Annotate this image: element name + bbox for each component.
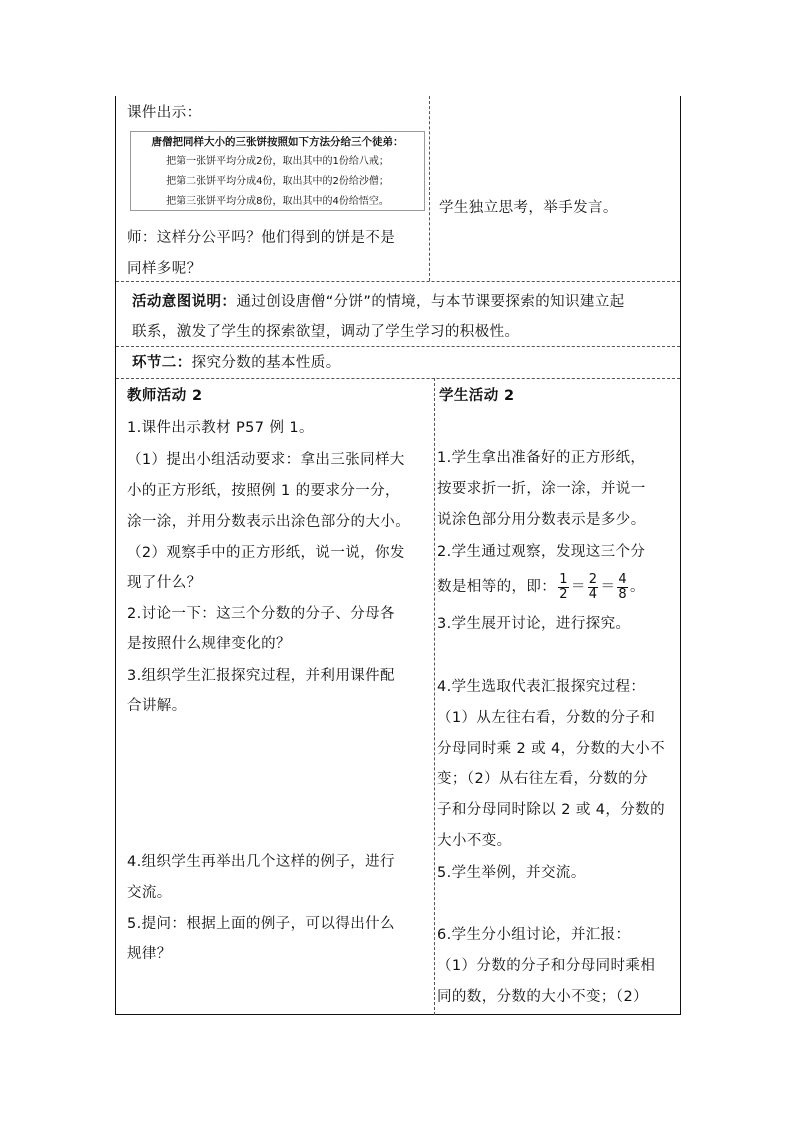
stage-label: 环节二： <box>132 355 192 371</box>
student-line: 2.学生通过观察，发现这三个分 <box>437 544 646 560</box>
equal-fractions-line <box>437 572 645 603</box>
teacher-line: （2）观察手中的正方形纸，说一说，你发 <box>127 545 405 561</box>
student-line: （1）分数的分子和分母同时乘相 <box>437 958 656 974</box>
student-line: 同的数，分数的大小不变；（2） <box>437 989 648 1005</box>
fraction-numerator: 4 <box>618 571 628 587</box>
teacher-line: 4.组织学生再举出几个这样的例子，进行 <box>127 854 395 870</box>
teacher-line: 是按照什么规律变化的？ <box>127 636 291 652</box>
teacher-line: 现了什么？ <box>127 575 202 591</box>
teacher-line: 1.课件出示教材 P57 例 1。 <box>127 420 314 436</box>
story-line: 把第三张饼平均分成8份，取出其中的4份给悟空。 <box>166 196 389 207</box>
student-line: 5.学生举例，并交流。 <box>437 865 586 881</box>
teacher-activity-heading: 教师活动 2 <box>127 388 203 404</box>
teacher-line: 3.组织学生汇报探究过程，并利用课件配 <box>127 668 395 684</box>
fraction-denominator: 4 <box>588 586 598 602</box>
student-line: 说涂色部分用分数表示是多少。 <box>437 512 646 528</box>
story-line: 把第一张饼平均分成2份，取出其中的1份给八戒； <box>166 156 389 167</box>
student-line: 6.学生分小组讨论，并汇报： <box>437 927 631 943</box>
fraction-numerator: 2 <box>588 571 598 587</box>
teacher-line: 5.提问：根据上面的例子，可以得出什么 <box>127 916 395 932</box>
end-mark: 。 <box>630 579 645 595</box>
student-line: 按要求折一折，涂一涂，并说一 <box>437 481 646 497</box>
teacher-line: 小的正方形纸，按照例 1 的要求分一分， <box>127 483 400 499</box>
intent-text: 通过创设唐僧“分饼”的情境，与本节课要探索的知识建立起 <box>236 294 625 310</box>
story-box <box>130 131 425 211</box>
intent-label: 活动意图说明： <box>132 294 237 310</box>
fraction-denominator: 8 <box>618 586 628 602</box>
courseware-title: 课件出示： <box>127 105 202 121</box>
intent-line: 联系，激发了学生的探索欲望，调动了学生学习的积极性。 <box>132 324 520 340</box>
teacher-question: 师：这样分公平吗？他们得到的饼是不是 <box>127 230 396 246</box>
equals-sign: ＝ <box>570 579 586 595</box>
student-activity-heading: 学生活动 2 <box>439 388 515 404</box>
stage-text: 探究分数的基本性质。 <box>191 355 341 371</box>
story-line: 唐僧把同样大小的三张饼按照如下方法分给三个徒弟： <box>151 136 404 148</box>
intent-line <box>132 287 625 318</box>
student-line: 分母同时乘 2 或 4，分数的大小不 <box>437 741 665 757</box>
student-line: （1）从左往右看，分数的分子和 <box>437 710 656 726</box>
teacher-line: 交流。 <box>127 885 172 901</box>
teacher-line: （1）提出小组活动要求：拿出三张同样大 <box>127 452 405 468</box>
fraction <box>617 573 628 602</box>
student-line: 子和分母同时除以 2 或 4，分数的 <box>437 802 665 818</box>
teacher-line: 2.讨论一下：这三个分数的分子、分母各 <box>127 606 395 622</box>
story-line: 把第二张饼平均分成4份，取出其中的2份给沙僧； <box>166 176 389 187</box>
fraction <box>588 573 599 602</box>
student-line: 3.学生展开讨论，进行探究。 <box>437 616 631 632</box>
column-divider <box>429 96 430 281</box>
equal-prefix: 数是相等的，即： <box>437 579 557 595</box>
teacher-line: 涂一涂，并用分数表示出涂色部分的大小。 <box>127 514 411 530</box>
stage-line <box>132 348 341 379</box>
teacher-question: 同样多呢？ <box>127 261 202 277</box>
equals-sign: ＝ <box>600 579 616 595</box>
fraction-denominator: 2 <box>559 586 568 602</box>
student-line: 大小不变。 <box>437 833 512 849</box>
student-line: 4.学生选取代表汇报探究过程： <box>437 679 646 695</box>
fraction <box>558 573 569 602</box>
lesson-plan-table <box>115 96 681 1015</box>
column-divider <box>434 378 435 1015</box>
teacher-line: 合讲解。 <box>127 698 187 714</box>
teacher-line: 规律？ <box>127 946 172 962</box>
student-response: 学生独立思考，举手发言。 <box>439 200 618 216</box>
student-line: 1.学生拿出准备好的正方形纸， <box>437 450 646 466</box>
fraction-numerator: 1 <box>559 571 568 587</box>
student-line: 变；（2）从右往左看，分数的分 <box>437 771 648 787</box>
